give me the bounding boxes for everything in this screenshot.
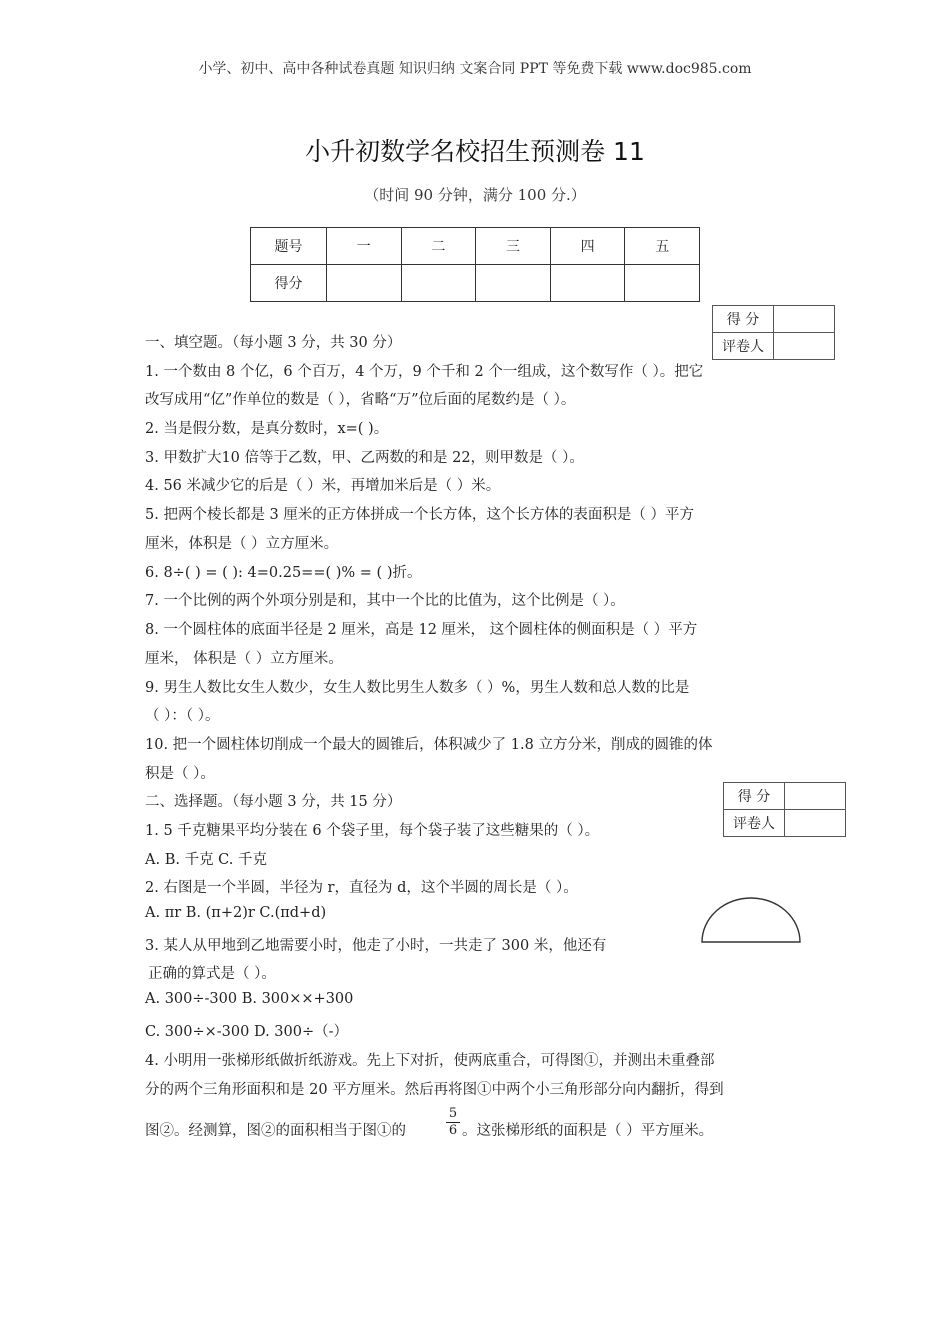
question-line: 分的两个三角形面积和是 20 平方厘米。然后再将图①中两个小三角形部分向内翻折，得到 xyxy=(145,1082,724,1098)
table-row xyxy=(251,228,700,265)
table-cell xyxy=(625,265,700,302)
grade-grader-label: 评卷人 xyxy=(713,333,774,360)
table-cell: 四 xyxy=(550,228,625,265)
section-heading: 一、填空题。（每小题 3 分，共 30 分） xyxy=(145,335,402,351)
grade-box xyxy=(712,305,835,360)
question-line: 图②。经测算，图②的面积相当于图①的 xyxy=(145,1123,406,1139)
choice-line: A. πr B. (π+2)r C.(πd+d) xyxy=(145,905,327,921)
question-line: 6. 8÷( ) = ( ): 4=0.25==( )% = ( )折。 xyxy=(145,565,422,581)
question-line: 3. 甲数扩大10 倍等于乙数，甲、乙两数的和是 22，则甲数是（ ）。 xyxy=(145,450,584,466)
table-cell xyxy=(476,265,551,302)
page-title: 小升初数学名校招生预测卷 11 xyxy=(305,137,645,166)
score-table xyxy=(250,227,700,302)
fraction-numerator: 5 xyxy=(448,1106,458,1121)
table-cell: 题号 xyxy=(251,228,327,265)
table-cell: 二 xyxy=(401,228,476,265)
question-line: 9. 男生人数比女生人数少，女生人数比男生人数多（ ）%，男生人数和总人数的比是 xyxy=(145,680,690,696)
table-row xyxy=(251,265,700,302)
semicircle-figure xyxy=(696,892,806,948)
question-line: 正确的算式是（ ）。 xyxy=(148,966,276,982)
choice-line: C. 300÷×-300 D. 300÷（-） xyxy=(145,1024,349,1040)
question-line: 8. 一个圆柱体的底面半径是 2 厘米，高是 12 厘米， 这个圆柱体的侧面积是（ ）平方 xyxy=(145,622,698,638)
table-cell xyxy=(401,265,476,302)
question-line: 改写成用“亿”作单位的数是（ ），省略“万”位后面的尾数约是（ ）。 xyxy=(145,392,576,408)
question-line: 4. 小明用一张梯形纸做折纸游戏。先上下对折，使两底重合，可得图①，并测出未重叠部 xyxy=(145,1053,715,1069)
question-line: 厘米，体积是（ ）立方厘米。 xyxy=(145,536,339,552)
question-line: 2. 当是假分数，是真分数时，x=( )。 xyxy=(145,421,389,437)
question-line: 2. 右图是一个半圆，半径为 r，直径为 d，这个半圆的周长是（ ）。 xyxy=(145,880,578,896)
grade-grader-label: 评卷人 xyxy=(724,810,785,837)
question-line: 5. 把两个棱长都是 3 厘米的正方体拼成一个长方体，这个长方体的表面积是（ ）平方 xyxy=(145,507,694,523)
table-cell: 三 xyxy=(476,228,551,265)
question-line: 7. 一个比例的两个外项分别是和，其中一个比的比值为，这个比例是（ ）。 xyxy=(145,593,625,609)
grade-score-label: 得 分 xyxy=(713,306,774,333)
question-line: 厘米， 体积是（ ）立方厘米。 xyxy=(145,651,343,667)
section-heading: 二、选择题。（每小题 3 分，共 15 分） xyxy=(145,794,402,810)
page-header: 小学、初中、高中各种试卷真题 知识归纳 文案合同 PPT 等免费下载 www.doc985.com xyxy=(198,61,752,77)
grade-score-value xyxy=(774,306,835,333)
grade-score-label: 得 分 xyxy=(724,783,785,810)
question-line: 3. 某人从甲地到乙地需要小时，他走了小时，一共走了 300 米，他还有 xyxy=(145,938,607,954)
question-line: 4. 56 米减少它的后是（ ）米，再增加米后是（ ）米。 xyxy=(145,478,501,494)
table-cell: 五 xyxy=(625,228,700,265)
fraction xyxy=(446,1106,460,1139)
question-line: 1. 5 千克糖果平均分装在 6 个袋子里，每个袋子装了这些糖果的（ ）。 xyxy=(145,823,600,839)
question-line: 1. 一个数由 8 个亿，6 个百万，4 个万，9 个千和 2 个一组成，这个数写作（ ）。把它 xyxy=(145,364,704,380)
grade-score-value xyxy=(785,783,846,810)
table-cell: 得分 xyxy=(251,265,327,302)
grade-grader-value xyxy=(785,810,846,837)
table-cell: 一 xyxy=(327,228,402,265)
page-subtitle: （时间 90 分钟，满分 100 分.） xyxy=(364,186,586,204)
question-line: 10. 把一个圆柱体切削成一个最大的圆锥后，体积减少了 1.8 立方分米，削成的圆锥的体 xyxy=(145,737,713,753)
table-cell xyxy=(550,265,625,302)
question-line: 。这张梯形纸的面积是（ ）平方厘米。 xyxy=(462,1123,714,1139)
choice-line: A. 300÷-300 B. 300××+300 xyxy=(145,991,354,1007)
fraction-denominator: 6 xyxy=(448,1123,458,1138)
grade-box xyxy=(723,782,846,837)
question-line: （ ）：（ ）。 xyxy=(145,708,220,724)
grade-grader-value xyxy=(774,333,835,360)
table-cell xyxy=(327,265,402,302)
question-line: 积是（ ）。 xyxy=(145,766,215,782)
choice-line: A. B. 千克 C. 千克 xyxy=(145,852,267,868)
